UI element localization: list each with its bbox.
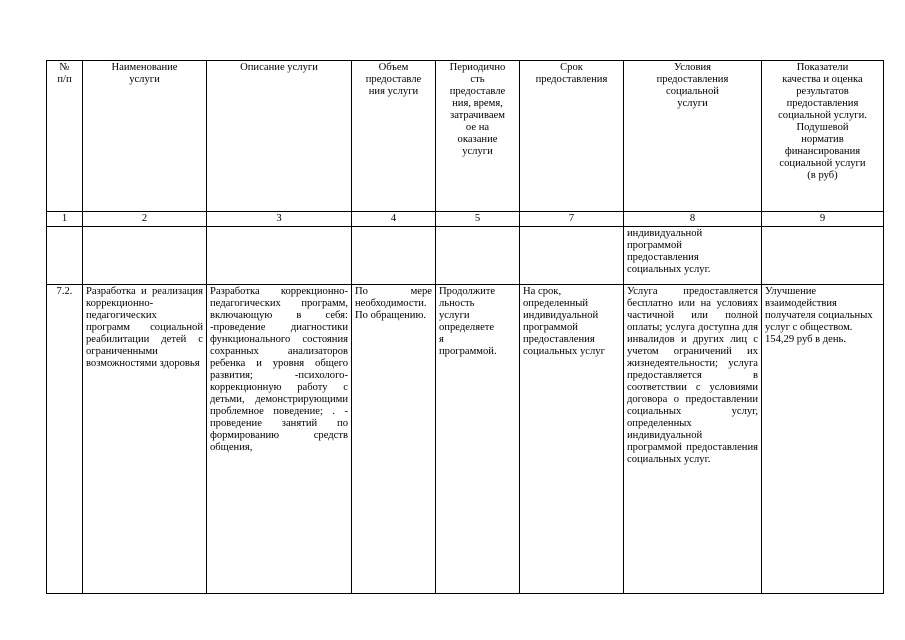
header-indicators: Показатели качества и оценка результатов предоставления социальной услуги. Подушевой норматив финансирования социальной услуги (в руб) [762,61,884,212]
empty-cell [207,227,352,285]
service-conditions: Услуга предоставляется бесплатно или на условиях частичной или полной оплаты; услуга доступна для инвалидов и других лиц с учетом ограничений их жизнедеятельности; услуга предоставляется в соответствии с условиями договора о предоставлении социальных услуг, определенных индивидуальной программой предоставления социальных услуг. [624,285,762,594]
header-number: № п/п [47,61,83,212]
empty-cell [83,227,207,285]
header-conditions: Условия предоставления социальной услуги [624,61,762,212]
empty-cell [436,227,520,285]
service-name: Разработка и реализация коррекционно-педагогических программ социальной реабилитации детей с ограниченными возможностями здоровья [83,285,207,594]
header-service-name: Наименование услуги [83,61,207,212]
service-volume: По мере необходимости. По обращению. [352,285,436,594]
column-number-row [47,212,884,227]
column-number: 5 [436,212,520,227]
service-indicators: Улучшение взаимодействия получателя социальных услуг с обществом. 154,29 руб в день. [762,285,884,594]
header-periodicity: Периодично сть предоставле ния, время, затрачиваем ое на оказание услуги [436,61,520,212]
column-number: 2 [83,212,207,227]
column-number: 3 [207,212,352,227]
services-table [46,60,884,594]
header-row [47,61,884,212]
header-service-description: Описание услуги [207,61,352,212]
header-term: Срок предоставления [520,61,624,212]
header-volume: Объем предоставле ния услуги [352,61,436,212]
continuation-row [47,227,884,285]
conditions-continuation: индивидуальной программой предоставления социальных услуг. [624,227,762,285]
column-number: 9 [762,212,884,227]
empty-cell [520,227,624,285]
row-number: 7.2. [47,285,83,594]
empty-cell [762,227,884,285]
empty-cell [352,227,436,285]
service-periodicity: Продолжите льность услуги определяете я программой. [436,285,520,594]
column-number: 7 [520,212,624,227]
service-term: На срок, определенный индивидуальной программой предоставления социальных услуг [520,285,624,594]
service-description: Разработка коррекционно-педагогических программ, включающую в себя: -проведение диагностики функционального состояния сохранных анализаторов ребенка и уровня общего развития; -психолого-коррекционную работу с детьми, демонстрирующими проблемное поведение; . - проведение занятий по формированию средств общения, [207,285,352,594]
empty-cell [47,227,83,285]
table-row [47,285,884,594]
column-number: 4 [352,212,436,227]
column-number: 1 [47,212,83,227]
column-number: 8 [624,212,762,227]
